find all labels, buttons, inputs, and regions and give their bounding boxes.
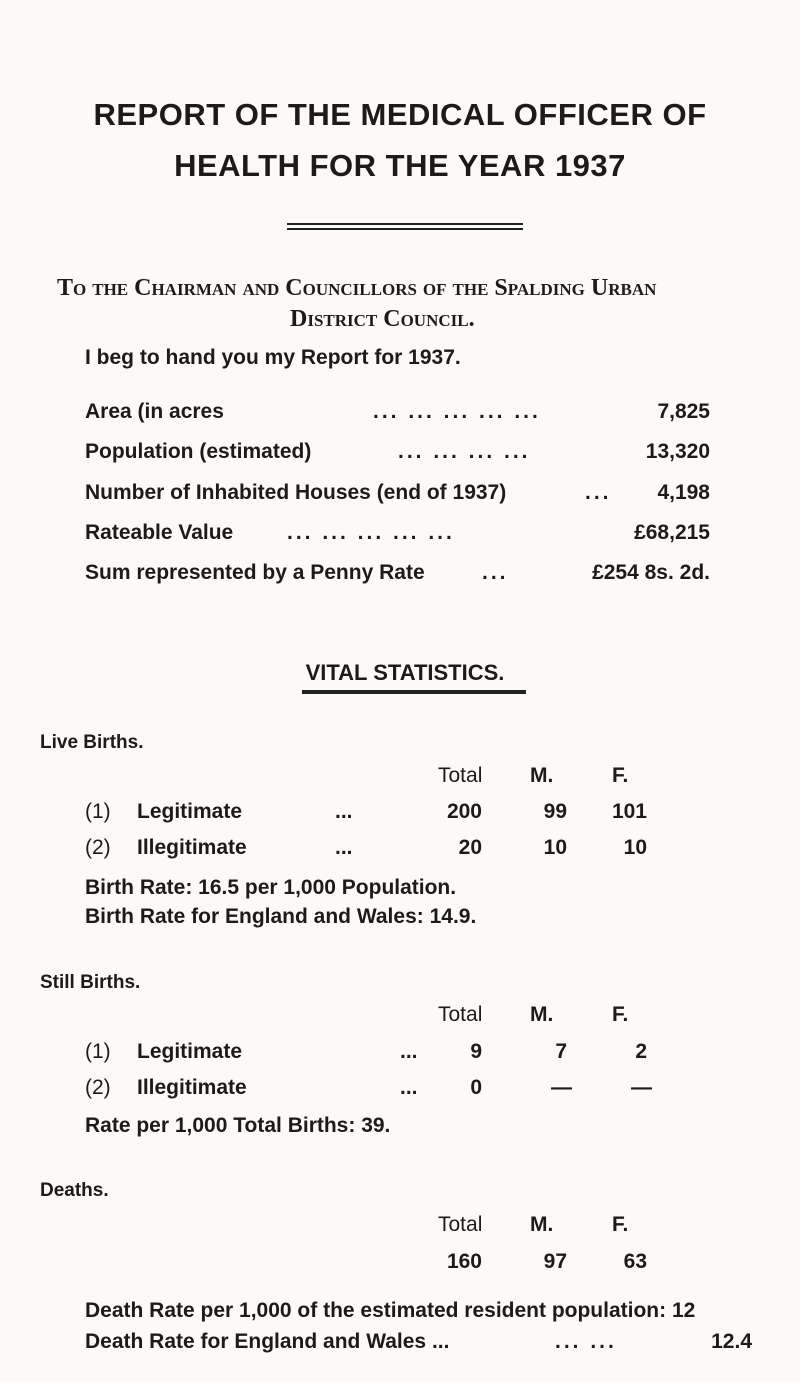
- address-line1: To the Chairman and Councillors of the Spalding Urban: [57, 275, 657, 301]
- summary-value: £254 8s. 2d.: [592, 561, 710, 584]
- col-m-header: M.: [530, 1213, 554, 1236]
- report-title-line1: REPORT OF THE MEDICAL OFFICER OF: [93, 97, 707, 132]
- leader-dots: ...: [482, 561, 509, 584]
- death-rate: Death Rate per 1,000 of the estimated resident population: 12: [85, 1299, 696, 1322]
- row-f: 101: [611, 800, 647, 823]
- leader-dots: ...: [400, 1040, 418, 1063]
- row-number: (2): [85, 1076, 111, 1099]
- still-births-rate: Rate per 1,000 Total Births: 39.: [85, 1114, 391, 1137]
- leader-dots: ... ... ... ...: [398, 440, 531, 463]
- summary-label: Rateable Value: [85, 521, 234, 544]
- vital-heading-underline: [302, 690, 526, 694]
- row-total: 20: [458, 836, 482, 859]
- row-label: Legitimate: [137, 1040, 243, 1063]
- deaths-f: 63: [623, 1250, 647, 1273]
- row-m: 7: [555, 1040, 567, 1063]
- leader-dots: ...: [400, 1076, 418, 1099]
- leader-dots: ... ...: [555, 1330, 617, 1353]
- still-births-heading: Still Births.: [40, 972, 141, 993]
- summary-label: Area (in acres: [85, 400, 224, 423]
- col-total-header: Total: [438, 1213, 483, 1236]
- row-total: 0: [470, 1076, 482, 1099]
- row-m: —: [551, 1076, 572, 1099]
- vital-statistics-heading: VITAL STATISTICS.: [305, 660, 505, 685]
- col-m-header: M.: [530, 1003, 554, 1026]
- birth-rate: Birth Rate: 16.5 per 1,000 Population.: [85, 876, 457, 899]
- deaths-m: 97: [543, 1250, 567, 1273]
- row-f: —: [631, 1076, 652, 1099]
- address-line2: District Council.: [290, 306, 475, 332]
- col-f-header: F.: [612, 764, 629, 787]
- leader-dots: ... ... ... ... ...: [287, 521, 455, 544]
- summary-label: Sum represented by a Penny Rate: [85, 561, 425, 584]
- row-m: 99: [543, 800, 567, 823]
- row-number: (2): [85, 836, 111, 859]
- row-label: Illegitimate: [137, 1076, 247, 1099]
- row-number: (1): [85, 1040, 111, 1063]
- deaths-total: 160: [446, 1250, 482, 1273]
- report-title-line2: HEALTH FOR THE YEAR 1937: [174, 148, 626, 183]
- live-births-heading: Live Births.: [40, 732, 144, 753]
- leader-dots: ...: [335, 836, 353, 859]
- summary-value: 7,825: [657, 400, 710, 423]
- summary-label: Number of Inhabited Houses (end of 1937): [85, 481, 507, 504]
- leader-dots: ...: [585, 481, 612, 504]
- summary-value: £68,215: [634, 521, 710, 544]
- title-rule-bottom: [287, 228, 523, 230]
- birth-rate-england-wales: Birth Rate for England and Wales: 14.9.: [85, 905, 477, 928]
- summary-value: 4,198: [657, 481, 710, 504]
- leader-dots: ... ... ... ... ...: [373, 400, 541, 423]
- deaths-heading: Deaths.: [40, 1180, 109, 1201]
- summary-label: Population (estimated): [85, 440, 312, 463]
- row-total: 9: [470, 1040, 482, 1063]
- summary-value: 13,320: [645, 440, 710, 463]
- intro-text: I beg to hand you my Report for 1937.: [85, 346, 461, 369]
- death-rate-england-wales-value: 12.4: [711, 1330, 752, 1353]
- row-label: Illegitimate: [137, 836, 247, 859]
- col-total-header: Total: [438, 1003, 483, 1026]
- col-m-header: M.: [530, 764, 554, 787]
- row-total: 200: [446, 800, 482, 823]
- title-rule-top: [287, 223, 523, 225]
- row-f: 10: [623, 836, 647, 859]
- row-f: 2: [635, 1040, 647, 1063]
- row-m: 10: [543, 836, 567, 859]
- col-f-header: F.: [612, 1003, 629, 1026]
- row-number: (1): [85, 800, 111, 823]
- death-rate-england-wales-label: Death Rate for England and Wales ...: [85, 1330, 450, 1353]
- leader-dots: ...: [335, 800, 353, 823]
- row-label: Legitimate: [137, 800, 243, 823]
- col-f-header: F.: [612, 1213, 629, 1236]
- col-total-header: Total: [438, 764, 483, 787]
